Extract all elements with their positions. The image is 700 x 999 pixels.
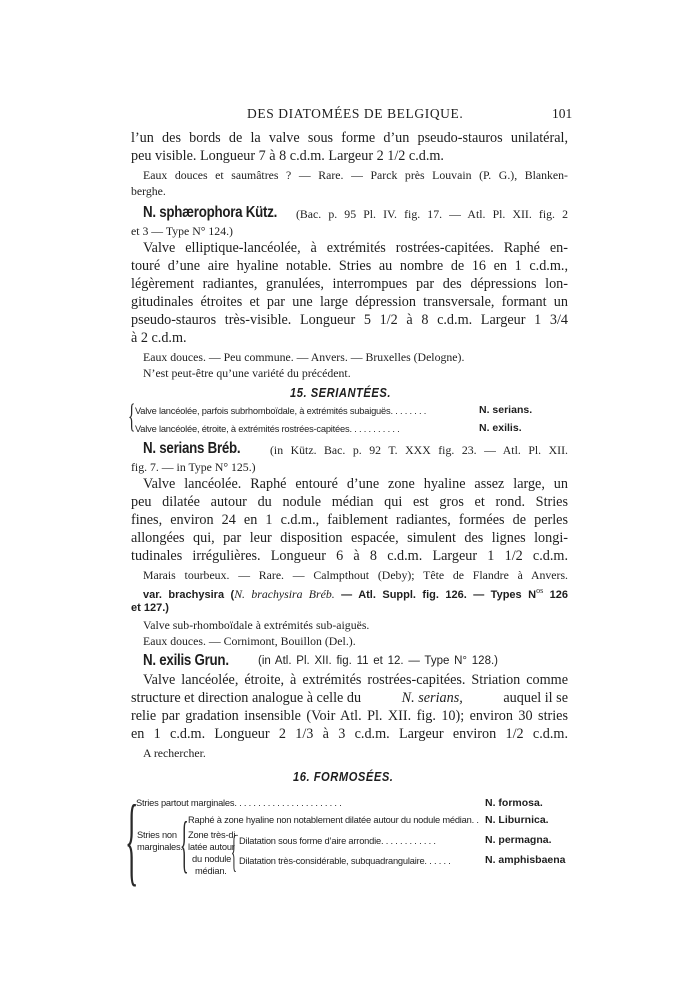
description-line: Valve lancéolée, étroite, à extrémités rostrées-capitées. Striation comme <box>143 672 568 688</box>
habitat-line: Eaux douces. — Peu commune. — Anvers. — Bruxelles (Delogne). <box>143 350 465 364</box>
description-line: à 2 c.d.m. <box>131 330 187 346</box>
key-brace: { <box>125 784 139 895</box>
variety-line: var. brachysira (N. brachysira Bréb. — Atl. Suppl. fig. 126. — Types $N^{os}$ 126 <box>143 586 568 601</box>
description-line: pseudo-stauros très-visible. Longueur 5 1/2 à 8 c.d.m. Largeur 1 3/4 <box>131 312 568 328</box>
text-line: l’un des bords de la valve sous forme d’un pseudo-stauros unilatéral, <box>131 130 568 146</box>
section-heading-16: 16. FORMOSÉES. <box>293 769 394 784</box>
habitat-line: Marais tourbeux. — Rare. — Calmpthout (Deby); Tête de Flandre à Anvers. <box>143 568 568 582</box>
section-heading-15: 15. SERIANTÉES. <box>290 385 391 400</box>
description-line: en 1 c.d.m. Longueur 2 1/3 à 3 c.d.m. Largeur environ 1/2 c.d.m. <box>131 726 568 742</box>
variety-line: et 127.) <box>131 602 169 614</box>
key-taxon: N. exilis. <box>479 422 522 434</box>
description-line: relie par gradation insensible (Voir Atl. Pl. XII. fig. 10); environ 30 stries <box>131 708 568 724</box>
species-reference: (in Atl. Pl. XII. fig. 11 et 12. — Type N° 128.) <box>258 655 498 667</box>
description-line: peu dilatée autour du nodule médian qui est gros et rond. Stries <box>131 494 568 510</box>
key-line: Dilatation sous forme d’aire arrondie. . . . . . . . . . . . <box>239 836 436 846</box>
variety-line: Valve sub-rhomboïdale à extrémités sub-aiguës. <box>143 618 370 632</box>
description-line: fines, environ 24 en 1 c.d.m., faiblement radiantes, formées de perles <box>131 512 568 528</box>
key-label: Stries non <box>137 830 177 840</box>
key-line: Valve lancéolée, parfois subrhomboïdale, à extrémités subaiguës. . . . . . . . <box>135 406 427 416</box>
description-line: touré d’une aire hyaline notable. Stries au nombre de 16 en 1 c.d.m., <box>131 258 568 274</box>
key-brace: { <box>128 398 136 435</box>
description-line: légèrement radiantes, granulées, interrompues par des dépressions lon- <box>131 276 568 292</box>
habitat-line: Eaux douces et saumâtres ? — Rare. — Parck près Louvain (P. G.), Blanken- <box>143 168 568 182</box>
key-label: Zone très-di- <box>188 830 239 840</box>
key-line: Valve lancéolée, étroite, à extrémités rostrées-capitées. . . . . . . . . . . <box>135 424 400 434</box>
species-reference: et 3 — Type N° 124.) <box>131 224 233 238</box>
key-line: Dilatation très-considérable, subquadrangulaire. . . . . . <box>239 856 451 866</box>
species-reference: (in Kütz. Bac. p. 92 T. XXX fig. 23. — Atl. Pl. XII. <box>270 443 568 457</box>
description-line: allongées qui, par leur disposition espacée, simulent des lignes longi- <box>131 530 568 546</box>
species-name: N. serians Bréb. <box>143 440 241 457</box>
species-entry-serians <box>143 440 256 458</box>
running-title: DES DIATOMÉES DE BELGIQUE. <box>247 106 464 121</box>
key-taxon: N. Liburnica. <box>485 814 549 826</box>
description-line: Valve lancéolée. Raphé entouré d’une zone hyaline assez large, un <box>143 476 568 492</box>
species-name: N. exilis Grun. <box>143 652 229 669</box>
species-entry-sphaerophora <box>143 204 299 222</box>
species-reference: fig. 7. — in Type N° 125.) <box>131 460 256 474</box>
key-label: latée autour <box>188 842 235 852</box>
key-label: marginales. <box>137 842 183 852</box>
species-reference: (Bac. p. 95 Pl. IV. fig. 17. — Atl. Pl. XII. fig. 2 <box>296 207 568 221</box>
key-taxon: N. permagna. <box>485 834 552 846</box>
page-number: 101 <box>552 106 573 121</box>
key-line: Stries partout marginales. . . . . . . . . . . . . . . . . . . . . . . <box>136 798 342 808</box>
description-line: gitudinales étroites et par une large dépression transversale, formant un <box>131 294 568 310</box>
habitat-line: N’est peut-être qu’une variété du précédent. <box>143 366 351 380</box>
key-taxon: N. amphisbaena <box>485 854 566 866</box>
text-line: peu visible. Longueur 7 à 8 c.d.m. Largeur 2 1/2 c.d.m. <box>131 148 444 164</box>
key-taxon: N. formosa. <box>485 797 543 809</box>
habitat-line: Eaux douces. — Cornimont, Bouillon (Del.). <box>143 634 356 648</box>
key-taxon: N. serians. <box>479 404 533 416</box>
habitat-line: berghe. <box>131 184 166 198</box>
habitat-line: A rechercher. <box>143 746 206 760</box>
key-brace: { <box>180 808 189 879</box>
key-brace: { <box>231 827 237 876</box>
description-line: Valve elliptique-lancéolée, à extrémités rostrées-capitées. Raphé en- <box>143 240 568 256</box>
description-line: tudinales irrégulières. Longueur 6 à 8 c.d.m. Largeur 1 1/2 c.d.m. <box>131 548 568 564</box>
species-name: N. sphærophora Kütz. <box>143 204 278 221</box>
key-line: Raphé à zone hyaline non notablement dilatée autour du nodule médian. . <box>188 815 479 825</box>
description-line: structure et direction analogue à celle du N. serians, auquel il se <box>131 690 568 706</box>
key-label: du nodule <box>192 854 232 864</box>
key-label: médian. <box>195 866 227 876</box>
species-entry-exilis <box>143 652 243 670</box>
